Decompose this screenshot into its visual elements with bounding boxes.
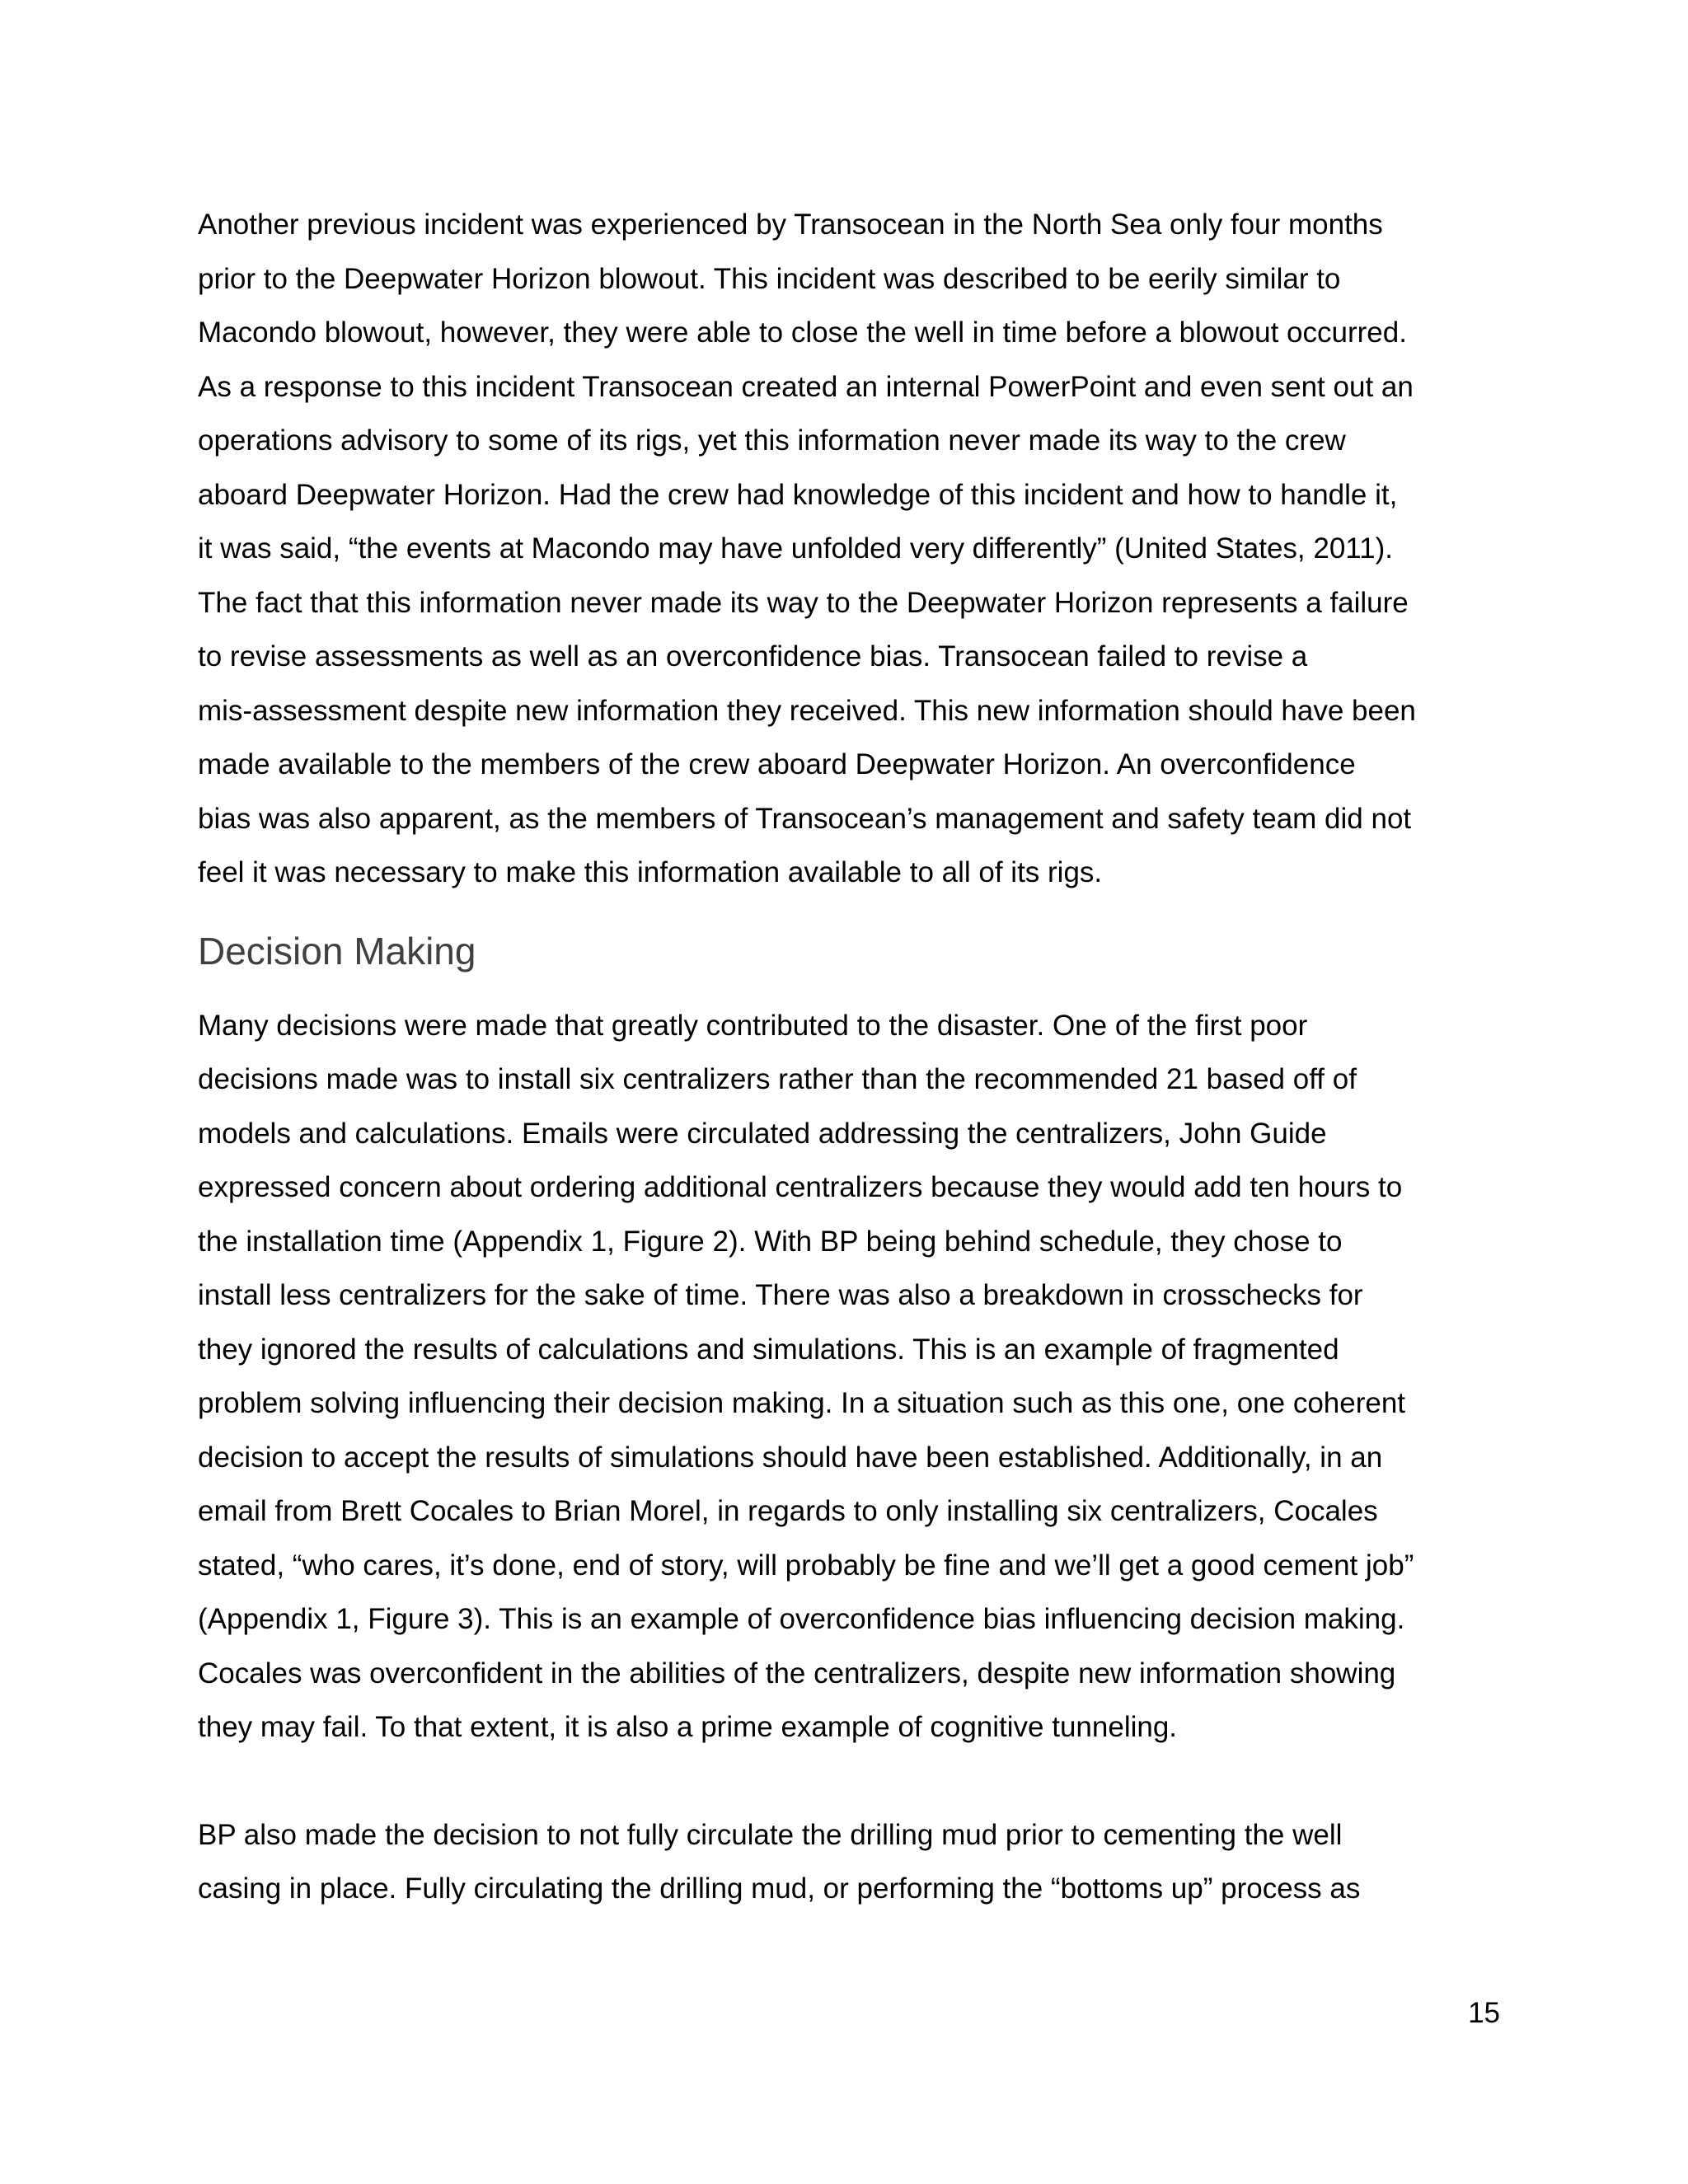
text-line: The fact that this information never made its way to the Deepwater Horizon represents a failure (198, 586, 1409, 619)
text-line: decision to accept the results of simulations should have been established. Additionally, in an (198, 1441, 1383, 1474)
text-line: casing in place. Fully circulating the drilling mud, or performing the “bottoms up” process as (198, 1872, 1361, 1905)
text-line: Macondo blowout, however, they were able to close the well in time before a blowout occurred. (198, 316, 1407, 349)
section-heading-decision-making: Decision Making (198, 929, 476, 972)
text-line: expressed concern about ordering additional centralizers because they would add ten hours to (198, 1171, 1403, 1203)
text-line: BP also made the decision to not fully circulate the drilling mud prior to cementing the well (198, 1818, 1343, 1851)
paragraph-spacer (198, 1755, 1500, 1808)
text-line: problem solving influencing their decision making. In a situation such as this one, one coherent (198, 1387, 1406, 1419)
text-line: made available to the members of the crew aboard Deepwater Horizon. An overconfidence (198, 748, 1356, 780)
text-line: prior to the Deepwater Horizon blowout. This incident was described to be eerily similar to (198, 262, 1341, 295)
text-line: Many decisions were made that greatly contributed to the disaster. One of the first poor (198, 1009, 1308, 1042)
paragraph-drilling-mud (198, 1808, 1500, 1916)
text-line: they ignored the results of calculations and simulations. This is an example of fragmented (198, 1333, 1339, 1366)
text-line: Another previous incident was experienced by Transocean in the North Sea only four months (198, 209, 1383, 241)
text-line: email from Brett Cocales to Brian Morel, in regards to only installing six centralizers, Cocales (198, 1495, 1378, 1527)
text-line: (Appendix 1, Figure 3). This is an example of overconfidence bias influencing decision making. (198, 1603, 1405, 1635)
text-line: decisions made was to install six centralizers rather than the recommended 21 based off of (198, 1063, 1357, 1095)
text-line: the installation time (Appendix 1, Figure 2). With BP being behind schedule, they chose to (198, 1225, 1343, 1258)
page-number: 15 (1468, 1997, 1500, 2029)
text-line: Cocales was overconfident in the abilities of the centralizers, despite new information showing (198, 1657, 1396, 1690)
paragraph-centralizers (198, 999, 1500, 1755)
text-line: they may fail. To that extent, it is also a prime example of cognitive tunneling. (198, 1711, 1178, 1743)
text-line: it was said, “the events at Macondo may have unfolded very differently” (United States, 2011). (198, 532, 1394, 565)
text-line: As a response to this incident Transocean created an internal PowerPoint and even sent out an (198, 370, 1414, 403)
document-body (198, 198, 1500, 1916)
text-line: install less centralizers for the sake of time. There was also a breakdown in crosschecks for (198, 1279, 1363, 1311)
text-line: stated, “who cares, it’s done, end of story, will probably be fine and we’ll get a good cement job” (198, 1549, 1414, 1582)
text-line: models and calculations. Emails were circulated addressing the centralizers, John Guide (198, 1117, 1327, 1150)
text-line: bias was also apparent, as the members of Transocean’s management and safety team did not (198, 802, 1412, 835)
text-line: to revise assessments as well as an overconfidence bias. Transocean failed to revise a (198, 640, 1308, 673)
text-line: feel it was necessary to make this information available to all of its rigs. (198, 856, 1103, 888)
text-line: operations advisory to some of its rigs, yet this information never made its way to the crew (198, 424, 1346, 457)
paragraph-transocean-north-sea (198, 198, 1500, 900)
text-line: mis-assessment despite new information they received. This new information should have been (198, 694, 1416, 727)
text-line: aboard Deepwater Horizon. Had the crew had knowledge of this incident and how to handle it, (198, 478, 1398, 511)
